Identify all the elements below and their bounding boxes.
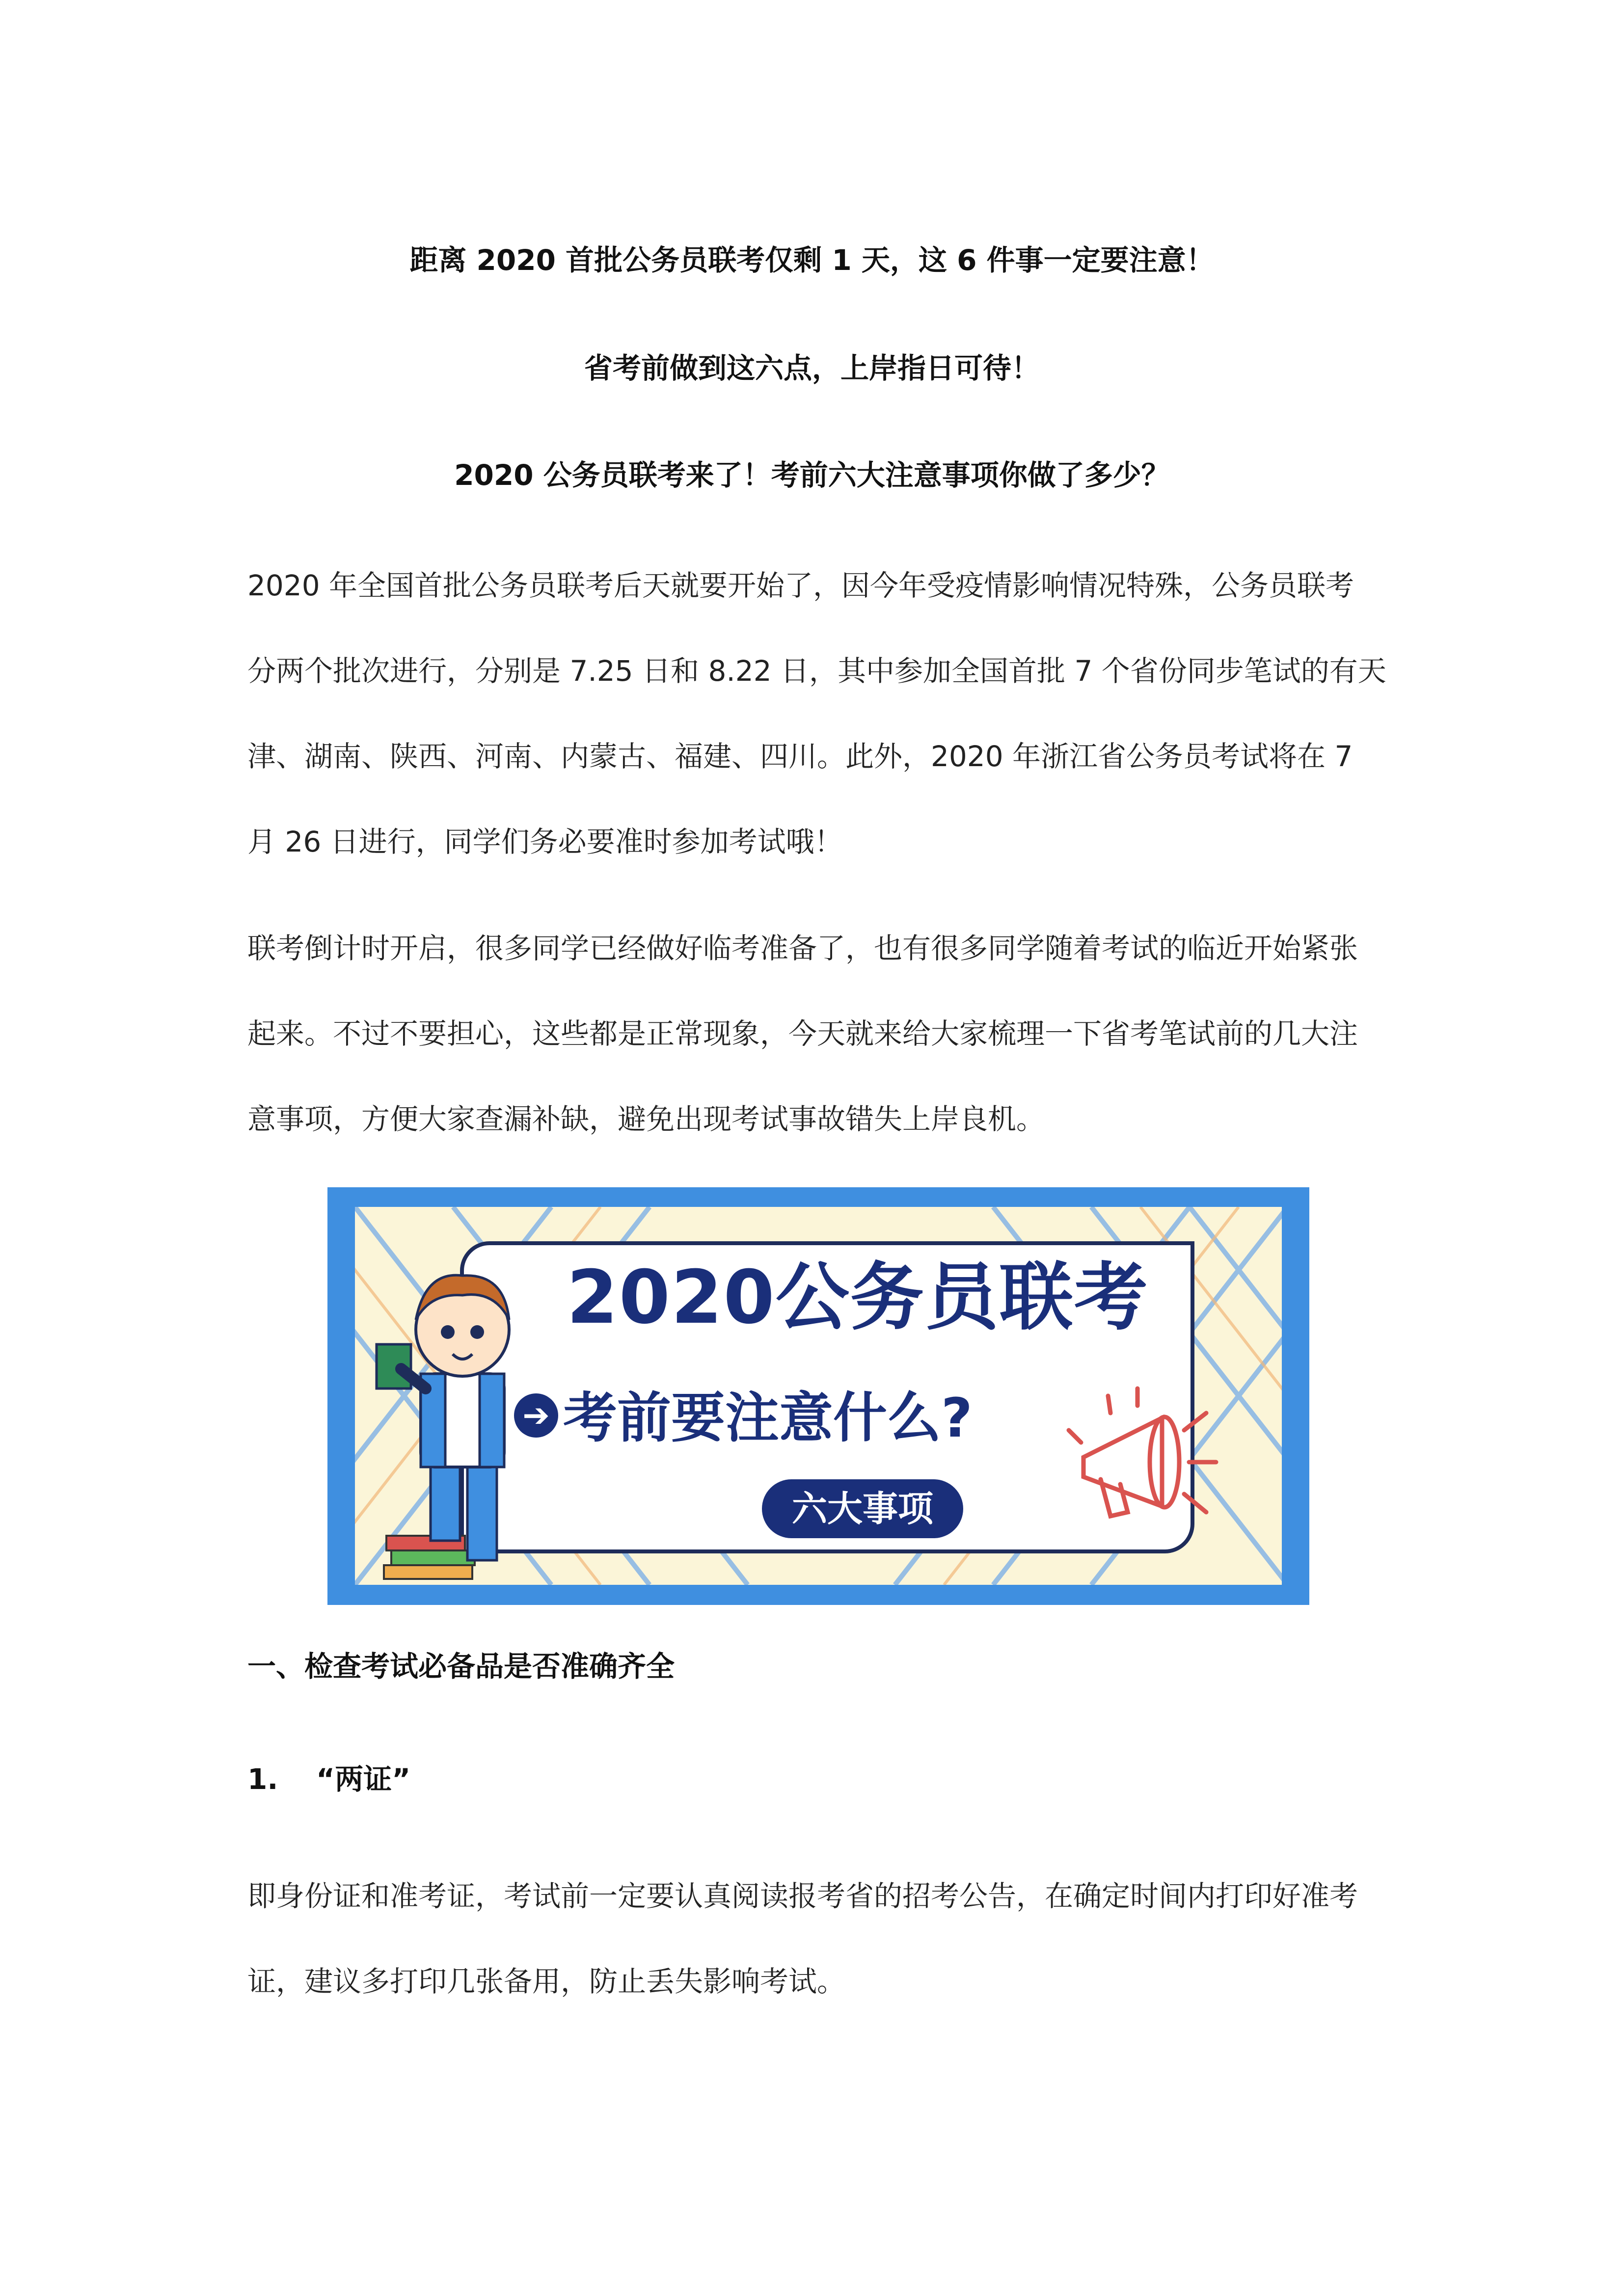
section-1-paragraph <box>247 1853 1377 2024</box>
title-3: 2020 公务员联考来了！考前六大注意事项你做了多少？ <box>454 458 1170 492</box>
intro-line-4: 月 26 日进行，同学们务必要准时参加考试哦！ <box>247 825 843 858</box>
item-title: “两证” <box>316 1762 411 1796</box>
section-1-line-1: 即身份证和准考证，考试前一定要认真阅读报考省的招考公告，在确定时间内打印好准考 <box>247 1879 1358 1913</box>
banner-pill-label: 六大事项 <box>762 1479 963 1538</box>
banner-title: 2020公务员联考 <box>567 1255 1149 1340</box>
intro-paragraph <box>247 543 1386 884</box>
banner-subtitle: 考前要注意什么? <box>563 1387 973 1449</box>
section-1-line-2: 证，建议多打印几张备用，防止丢失影响考试。 <box>247 1965 846 1998</box>
item-number: 1. <box>247 1762 278 1796</box>
banner-image <box>327 1187 1309 1605</box>
title-2: 省考前做到这六点，上岸指日可待！ <box>584 351 1040 385</box>
title-1: 距离 2020 首批公务员联考仅剩 1 天，这 6 件事一定要注意！ <box>409 243 1215 277</box>
second-line-1: 联考倒计时开启，很多同学已经做好临考准备了，也有很多同学随着考试的临近开始紧张 <box>247 932 1358 965</box>
second-line-3: 意事项，方便大家查漏补缺，避免出现考试事故错失上岸良机。 <box>247 1102 1045 1136</box>
second-paragraph <box>247 906 1377 1162</box>
section-1-item-1-heading <box>247 1760 410 1799</box>
intro-line-3: 津、湖南、陕西、河南、内蒙古、福建、四川。此外，2020 年浙江省公务员考试将在 7 <box>247 740 1353 773</box>
section-1-heading: 一、检查考试必备品是否准确齐全 <box>247 1650 675 1683</box>
second-line-2: 起来。不过不要担心，这些都是正常现象，今天就来给大家梳理一下省考笔试前的几大注 <box>247 1017 1358 1050</box>
intro-line-2: 分两个批次进行，分别是 7.25 日和 8.22 日，其中参加全国首批 7 个省份同步笔试的有天 <box>247 654 1386 688</box>
arrow-right-icon: ➔ <box>514 1393 558 1438</box>
megaphone-icon <box>1054 1384 1221 1541</box>
student-illustration <box>357 1261 534 1580</box>
intro-line-1: 2020 年全国首批公务员联考后天就要开始了，因今年受疫情影响情况特殊，公务员联考 <box>247 569 1354 602</box>
